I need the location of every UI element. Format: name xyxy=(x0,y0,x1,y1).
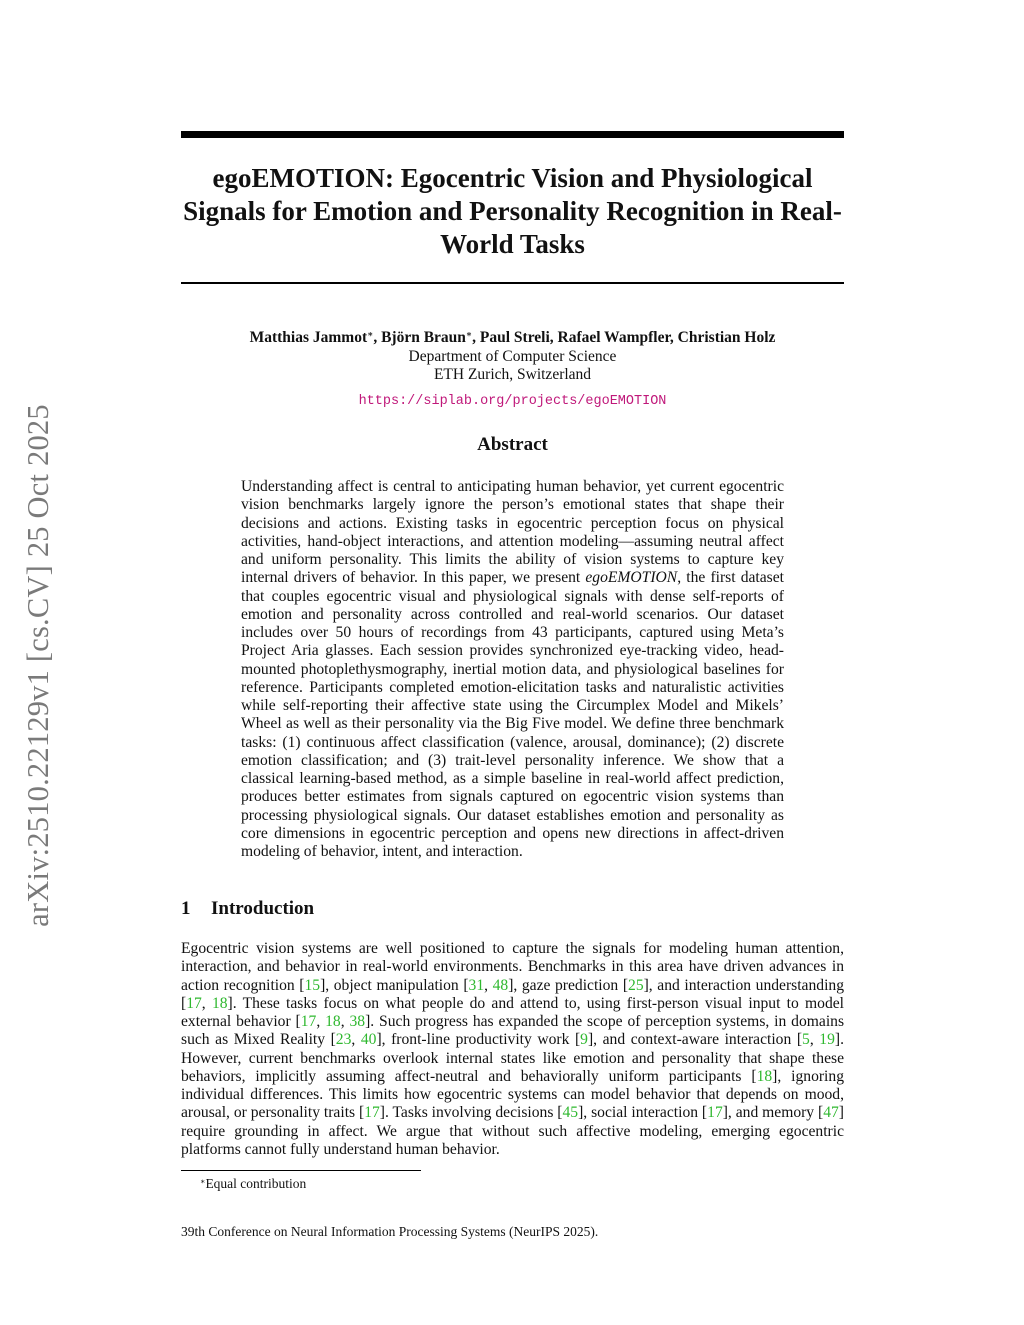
intro-text: ], and memory [ xyxy=(722,1104,824,1122)
footnote-rule xyxy=(181,1170,421,1171)
citation-link[interactable]: 38 xyxy=(349,1013,366,1030)
citation-link[interactable]: 40 xyxy=(360,1031,377,1049)
author-mark: ∗ xyxy=(367,329,374,339)
title-bottom-rule xyxy=(181,282,844,284)
citation-link[interactable]: 9 xyxy=(580,1031,588,1049)
title-top-rule xyxy=(181,131,844,138)
intro-text: ]. However, current benchmarks overlook internal states like emotion and personality that shape these behaviors, implicitly assuming affect-neutral and behaviorally uniform participants [ xyxy=(181,1031,844,1085)
abstract-body xyxy=(241,478,784,861)
arxiv-stamp xyxy=(14,372,62,958)
author-name: Christian Holz xyxy=(677,329,776,346)
introduction-body xyxy=(181,940,844,1159)
author-mark: ∗ xyxy=(465,329,473,339)
intro-text: ]. These tasks focus on what people do and attend to, using first-person visual input to model external behavior [ xyxy=(181,994,845,1030)
citation-link[interactable]: 31 xyxy=(468,976,485,994)
citation-link[interactable]: 47 xyxy=(823,1104,839,1122)
intro-text: , xyxy=(340,1013,350,1030)
citation-link[interactable]: 19 xyxy=(819,1031,835,1049)
intro-text: ], gaze prediction [ xyxy=(508,976,629,994)
abstract-heading: Abstract xyxy=(477,434,548,455)
author-names: Matthias Jammot∗, Björn Braun∗, Paul Streli, Rafael Wampfler, Christian Holz xyxy=(249,329,776,346)
intro-text: ], object manipulation [ xyxy=(320,976,469,994)
abstract-emphasis: egoEMOTION xyxy=(585,569,678,587)
citation-link[interactable]: 18 xyxy=(211,994,228,1012)
citation-link[interactable]: 18 xyxy=(325,1013,341,1030)
abstract-text: , the first dataset that couples egocentric visual and physiological signals with dense self-reports of emotion and personality across controlled and real-world scenarios. Our dataset includes over 50 hours of recordings from 43 participants, captured using Meta’s Project Aria glasses. Each session provides synchronized eye-tracking video, head-mounted photoplethysmography, inertial motion data, and physiological baselines for reference. Participants completed emotion-elicitation tasks and naturalistic activities while self-reporting their affective state using the Circumplex Model and Mikels’ Wheel as well as their personality via the Big Five model. We define three benchmark tasks: (1) continuous affect classification (valence, arousal, dominance); (2) discrete emotion classification; and (3) trait-level personality inference. We show that a classical learning-based method, as a simple baseline in real-world affect prediction, produces better estimates from signals captured on egocentric vision systems than processing physiological signals. Our dataset establishes emotion and personality as core dimensions in egocentric perception and opens new directions in affect-driven modeling of behavior, intent, and interaction. xyxy=(241,569,784,860)
citation-link[interactable]: 23 xyxy=(335,1031,352,1049)
citation-link[interactable]: 15 xyxy=(304,976,321,994)
intro-text: ]. Tasks involving decisions [ xyxy=(379,1104,563,1122)
intro-text: ], ignoring individual differences. This limits how egocentric systems can model behavior that depends on mood, arousal, or personality traits [ xyxy=(181,1067,844,1122)
intro-text: ], and interaction understanding [ xyxy=(181,976,844,1012)
intro-text: , xyxy=(201,994,212,1012)
arxiv-identifier: arXiv:2510.22129v1 [cs.CV] 25 Oct 2025 xyxy=(20,403,55,927)
intro-text: ], front-line productivity work [ xyxy=(376,1031,581,1049)
intro-text: ] require grounding in affect. We argue that without such affective modeling, emerging egocentric platforms cannot fully understand human behavior. xyxy=(181,1104,844,1158)
intro-text: , xyxy=(484,976,493,994)
intro-text: ], social interaction [ xyxy=(578,1104,708,1122)
author-department: Department of Computer Science xyxy=(408,347,617,365)
section-number: 1 xyxy=(181,898,191,919)
author-institution: ETH Zurich, Switzerland xyxy=(433,366,592,383)
citation-link[interactable]: 48 xyxy=(492,976,509,994)
section-heading-introduction xyxy=(181,897,314,921)
author-name: Matthias Jammot xyxy=(249,329,368,346)
author-name: Rafael Wampfler xyxy=(557,329,670,346)
section-title: Introduction xyxy=(211,898,315,919)
citation-link[interactable]: 25 xyxy=(628,976,644,994)
abstract-text: Understanding affect is central to anticipating human behavior, yet current egocentric vision benchmarks largely ignore the person’s emotional states that shape their decisions and actions. Existing tasks in egocentric perception focus on physical activities, hand-object interactions, and attention modeling—assuming neutral affect and uniform personality. This limits the ability of vision systems to capture key internal drivers of behavior. In this paper, we present xyxy=(241,478,784,587)
author-block xyxy=(181,329,844,385)
footnote-mark: ∗ xyxy=(200,1177,206,1186)
citation-link[interactable]: 17 xyxy=(186,994,202,1012)
citation-link[interactable]: 5 xyxy=(802,1031,810,1049)
citation-link[interactable]: 17 xyxy=(364,1104,380,1122)
intro-text: Egocentric vision systems are well positioned to capture the signals for modeling human attention, interaction, and behavior in real-world environments. Benchmarks in this area have driven advances in action recognition [ xyxy=(181,940,844,994)
footnote xyxy=(200,1175,306,1192)
citation-link[interactable]: 17 xyxy=(707,1104,723,1122)
venue-footer: 39th Conference on Neural Information Processing Systems (NeurIPS 2025). xyxy=(181,1224,599,1239)
intro-text: , xyxy=(351,1031,361,1049)
intro-text: ], and context-aware interaction [ xyxy=(587,1031,803,1049)
intro-text: , xyxy=(316,1013,326,1030)
citation-link[interactable]: 18 xyxy=(756,1067,773,1085)
intro-text: ]. Such progress has expanded the scope of perception systems, in domains such as Mixed Reality [ xyxy=(181,1013,845,1049)
intro-text: , xyxy=(809,1031,820,1049)
citation-link[interactable]: 17 xyxy=(300,1013,317,1030)
citation-link[interactable]: 45 xyxy=(562,1104,579,1122)
author-name: Björn Braun xyxy=(381,329,466,346)
author-name: Paul Streli xyxy=(479,329,550,346)
footnote-text: Equal contribution xyxy=(205,1176,307,1191)
project-url-link[interactable]: https://siplab.org/projects/egoEMOTION xyxy=(358,394,667,409)
paper-title: egoEMOTION: Egocentric Vision and Physiological Signals for Emotion and Personality Recognition in Real-World Tasks xyxy=(183,163,842,259)
